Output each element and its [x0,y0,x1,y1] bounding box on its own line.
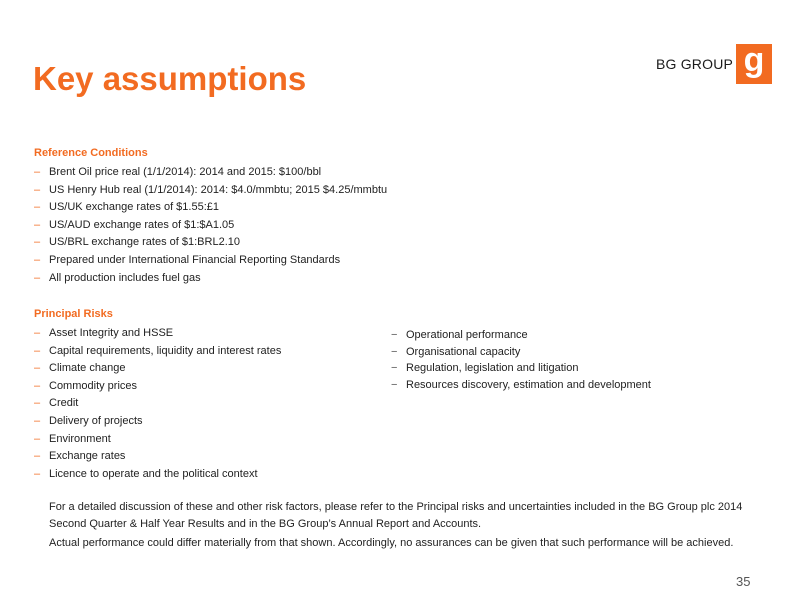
list-item [34,217,387,235]
list-item [34,164,387,182]
list-item-text: Regulation, legislation and litigation [406,362,579,375]
logo-letter: g [743,44,765,79]
dash-bullet-icon: – [34,379,41,392]
list-item [391,327,651,344]
list-item-text: Resources discovery, estimation and development [406,378,651,391]
list-item-text: Asset Integrity and HSSE [49,327,174,339]
list-item [34,343,281,361]
dash-bullet-icon: – [34,271,41,284]
list-item [34,234,387,252]
dash-bullet-icon: – [34,183,41,196]
dash-bullet-icon: – [34,450,41,463]
dash-bullet-icon: − [391,329,398,341]
list-item [34,378,281,396]
reference-conditions-heading: Reference Conditions [34,147,148,159]
list-item [34,252,387,270]
list-item-text: Operational performance [406,329,528,341]
principal-risks-heading: Principal Risks [34,308,113,320]
list-item-text: Brent Oil price real (1/1/2014): 2014 and 2015: $100/bbl [49,166,322,178]
dash-bullet-icon: – [34,166,41,178]
list-item [34,360,281,378]
dash-bullet-icon: − [391,362,398,375]
list-item-text: US/BRL exchange rates of $1:BRL2.10 [49,236,240,249]
list-item-text: Credit [49,397,79,410]
list-item-text: US/UK exchange rates of $1.55:£1 [49,201,219,214]
dash-bullet-icon: – [34,327,41,339]
list-item-text: Prepared under International Financial Reporting Standards [49,253,341,266]
list-item [34,466,281,484]
dash-bullet-icon: – [34,344,41,357]
discussion-note: For a detailed discussion of these and other risk factors, please refer to the Principal risks and uncertainties included in the BG Group plc 2014 Second Quarter & Half Year Results and in the BG Group’s Annual Report and Accounts. [49,501,743,530]
list-item-text: Organisational capacity [406,345,521,358]
list-item [34,413,281,431]
list-item-text: Environment [49,432,111,445]
dash-bullet-icon: – [34,236,41,249]
dash-bullet-icon: – [34,201,41,214]
dash-bullet-icon: − [391,378,398,391]
list-item-text: US Henry Hub real (1/1/2014): 2014: $4.0/mmbtu; 2015 $4.25/mmbtu [49,183,388,196]
list-item [34,199,387,217]
dash-bullet-icon: – [34,362,41,375]
principal-risks-left-list [34,325,281,483]
list-item-text: US/AUD exchange rates of $1:$A1.05 [49,218,235,231]
dash-bullet-icon: – [34,414,41,427]
dash-bullet-icon: – [34,218,41,231]
dash-bullet-icon: – [34,253,41,266]
reference-conditions-list [34,164,387,287]
list-item [34,448,281,466]
list-item-text: Licence to operate and the political context [49,467,258,480]
dash-bullet-icon: – [34,467,41,480]
list-item-text: Capital requirements, liquidity and interest rates [49,344,282,357]
list-item [34,395,281,413]
brand-name: BG GROUP [656,56,734,72]
list-item-text: Commodity prices [49,379,138,392]
list-item [34,270,387,288]
bg-group-logo-icon [736,44,772,84]
dash-bullet-icon: − [391,345,398,358]
list-item [34,431,281,449]
disclaimer-note: Actual performance could differ materially from that shown. Accordingly, no assurances can be given that such performance will be achieved. [49,537,734,549]
list-item [34,325,281,343]
list-item-text: Climate change [49,362,126,375]
list-item [391,344,651,361]
page-number: 35 [736,574,751,589]
list-item-text: All production includes fuel gas [49,271,201,284]
page-title: Key assumptions [33,60,307,97]
principal-risks-right-list [391,327,651,393]
list-item-text: Exchange rates [49,450,126,463]
list-item [391,377,651,394]
dash-bullet-icon: – [34,397,41,410]
list-item-text: Delivery of projects [49,414,143,427]
list-item [34,182,387,200]
list-item [391,360,651,377]
dash-bullet-icon: – [34,432,41,445]
